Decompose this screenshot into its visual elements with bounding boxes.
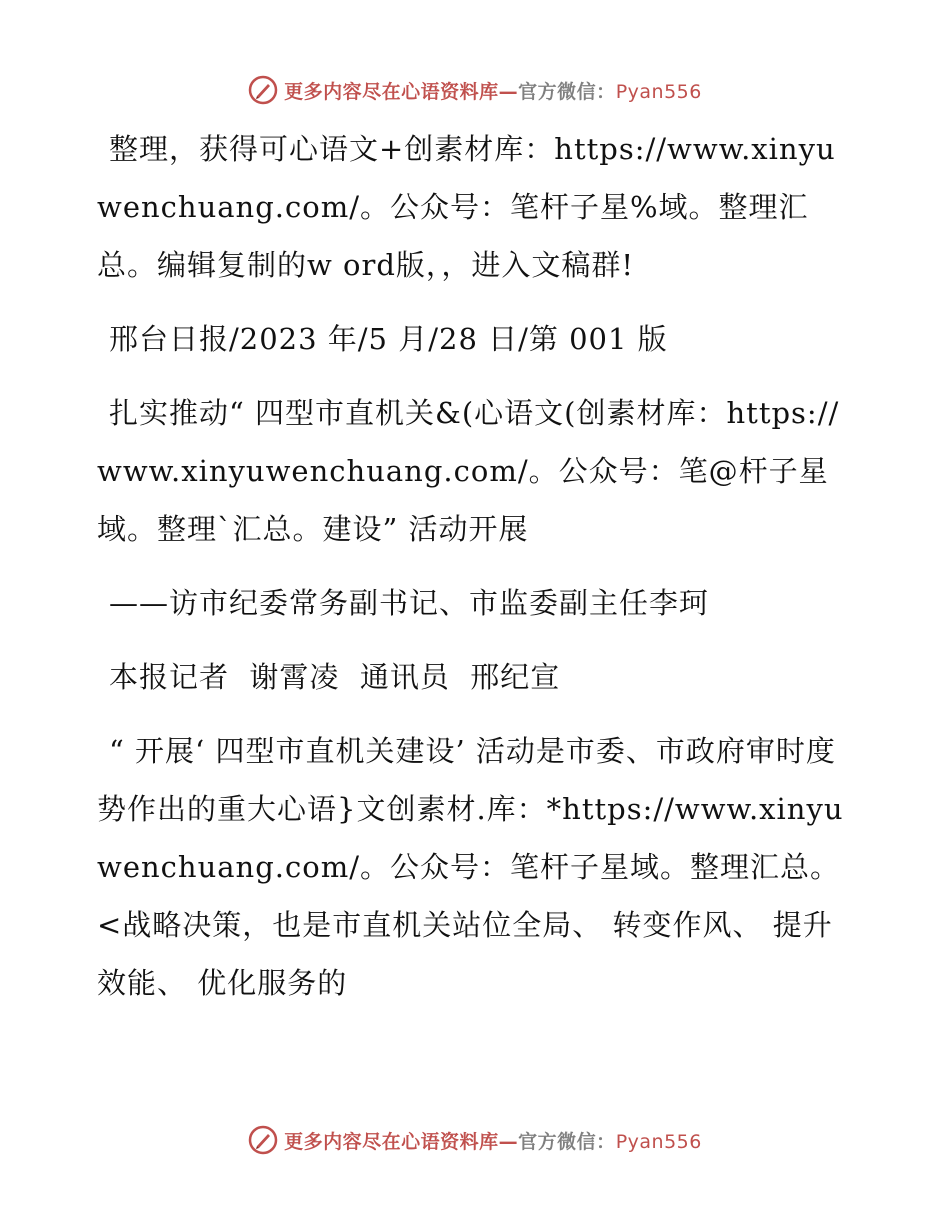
footer-banner-text [284, 1127, 702, 1154]
banner-official-label: 官方微信： [518, 80, 616, 103]
banner-separator: — [498, 1130, 519, 1153]
header-banner-text [284, 77, 702, 104]
banner-account: Pyan556 [615, 80, 702, 103]
banner-prefix: 更多内容尽在心语资料库 [284, 1130, 499, 1153]
body-paragraph: “ 开展‘ 四型市直机关建设’ 活动是市委、市政府审时度势作出的重大心语}文创素材.库：*https://www.xinyuwenchuang.com/。公众号：笔杆子星域。整理汇总。<战略决策，也是市直机关站位全局、 转变作风、 提升效能、 优化服务的 [97, 734, 844, 1000]
article-subtitle: ——访市纪委常务副书记、市监委副主任李珂 [109, 586, 710, 620]
intro-paragraph: 整理，获得可心语文+创素材库：https://www.xinyuwenchuang.com/。公众号：笔杆子星%域。整理汇总。编辑复制的w ord版，，进入文稿群! [97, 132, 836, 282]
footer-banner [0, 1120, 950, 1160]
banner-official-label: 官方微信： [518, 1130, 616, 1153]
article-title: 扎实推动“ 四型市直机关&(心语文(创素材库：https://www.xinyuwenchuang.com/。公众号：笔@杆子星域。整理`汇总。建设” 活动开展 [97, 396, 840, 546]
banner-prefix: 更多内容尽在心语资料库 [284, 80, 499, 103]
brand-logo-icon [248, 75, 278, 105]
brand-logo-icon [248, 1125, 278, 1155]
banner-separator: — [498, 80, 519, 103]
banner-account: Pyan556 [615, 1130, 702, 1153]
header-banner [0, 70, 950, 110]
byline: 本报记者 谢霄凌 通讯员 邢纪宣 [109, 660, 561, 694]
document-body [97, 120, 857, 1012]
source-line: 邢台日报/2023 年/5 月/28 日/第 001 版 [109, 322, 668, 356]
